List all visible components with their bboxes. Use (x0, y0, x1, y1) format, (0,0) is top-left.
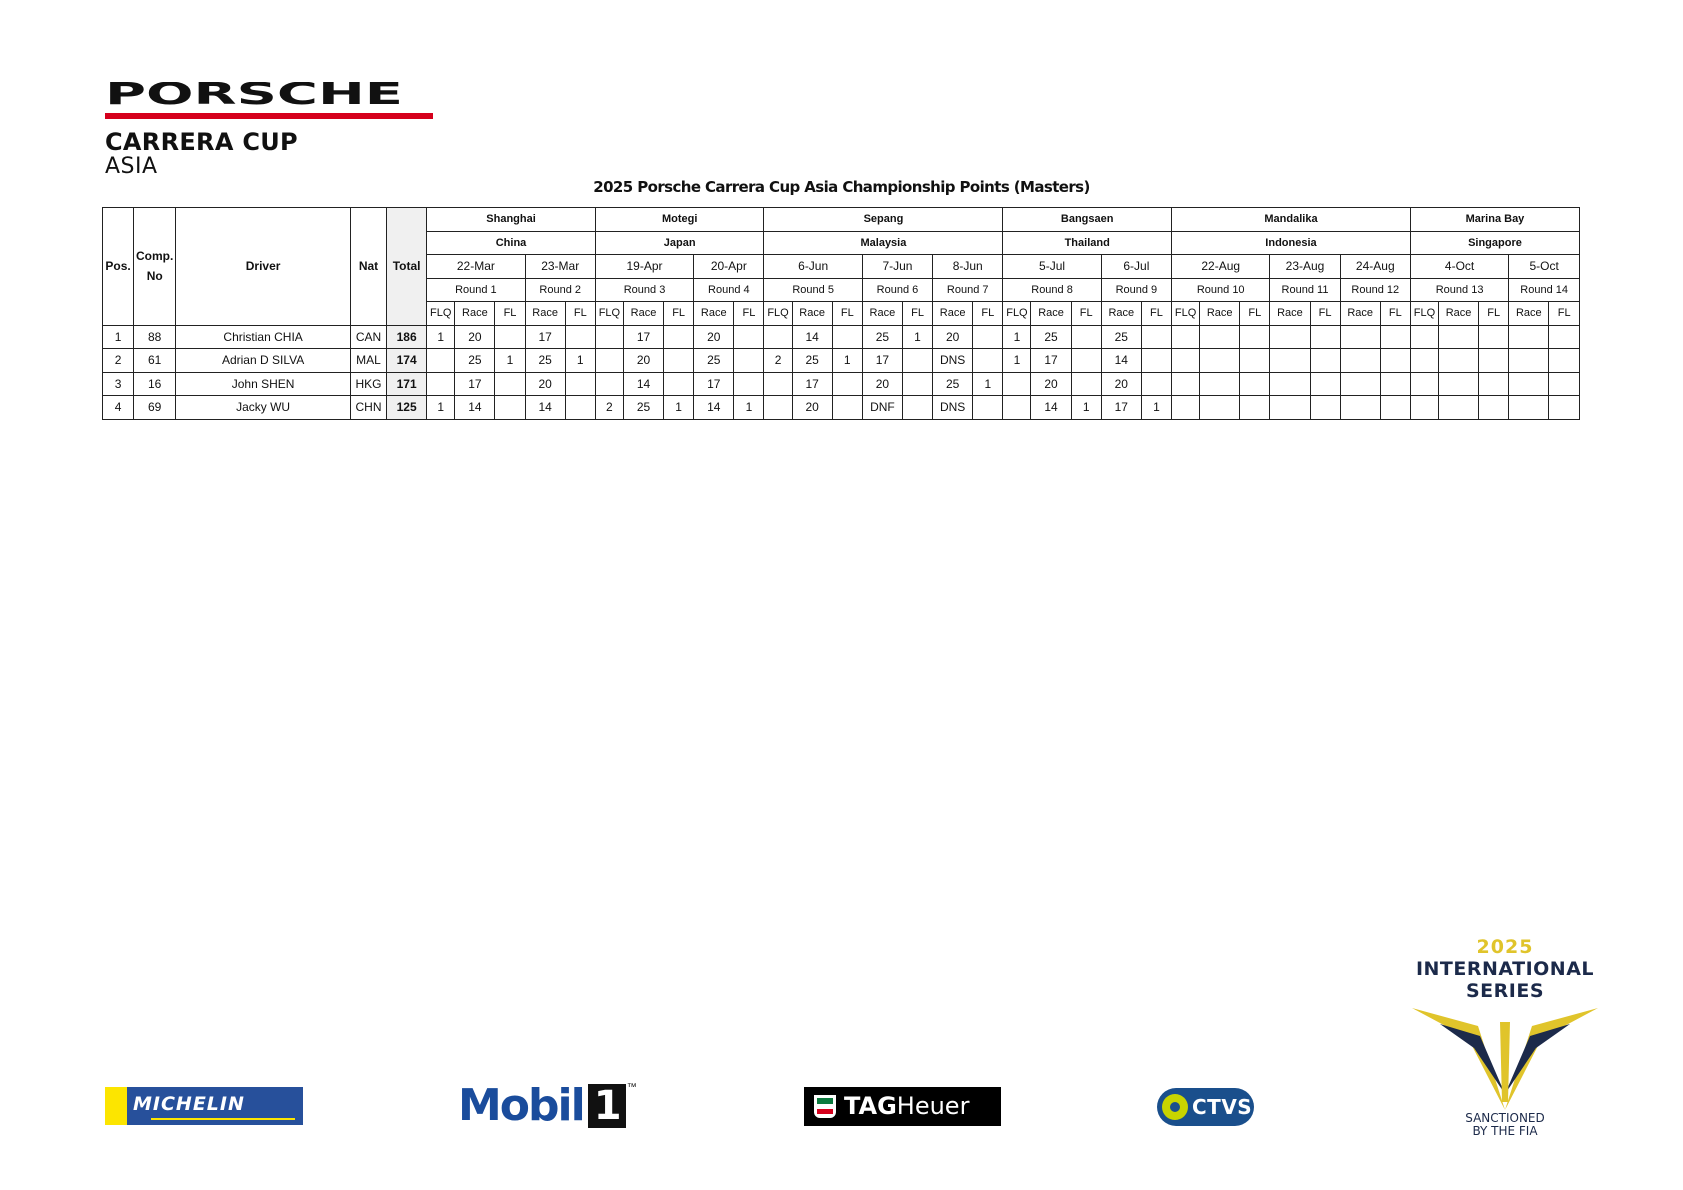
points-cell-fl (1549, 349, 1580, 373)
points-cell-fl (1071, 372, 1101, 396)
column-fl: FL (495, 302, 525, 326)
event-circuit: Sepang (764, 208, 1003, 232)
points-cell-race: 20 (455, 325, 495, 349)
header-row-circuits (103, 208, 1580, 232)
mobil-one: 1 (588, 1084, 626, 1128)
points-cell-race (1439, 396, 1479, 420)
series-name: CARRERA CUP (105, 128, 298, 156)
points-cell-flq (1410, 396, 1438, 420)
points-cell-race: 14 (623, 372, 663, 396)
points-cell-race: 14 (455, 396, 495, 420)
points-cell-fl (1240, 372, 1270, 396)
points-cell-race (1340, 349, 1380, 373)
points-cell-fl (1479, 372, 1509, 396)
event-circuit: Shanghai (427, 208, 596, 232)
event-circuit: Motegi (595, 208, 764, 232)
points-cell-flq (595, 349, 623, 373)
points-cell-fl (973, 325, 1003, 349)
points-cell-race: 20 (525, 372, 565, 396)
points-cell-race (1509, 396, 1549, 420)
points-cell-race: 20 (862, 372, 902, 396)
column-race: Race (1101, 302, 1141, 326)
column-race: Race (1439, 302, 1479, 326)
points-cell-flq: 2 (764, 349, 792, 373)
points-cell-flq (764, 325, 792, 349)
points-cell-race: 20 (623, 349, 663, 373)
document-title: 2025 Porsche Carrera Cup Asia Championship Points (Masters) (593, 178, 1090, 196)
points-cell-fl (664, 372, 694, 396)
round-label: Round 11 (1270, 278, 1340, 302)
event-date: 6-Jun (764, 255, 862, 279)
round-label: Round 14 (1509, 278, 1580, 302)
driver-cell: Jacky WU (176, 396, 351, 420)
event-date: 7-Jun (862, 255, 932, 279)
points-cell-race (1270, 396, 1310, 420)
header-total: Total (387, 208, 427, 326)
column-race: Race (623, 302, 663, 326)
event-country: China (427, 231, 596, 255)
points-cell-flq (595, 372, 623, 396)
event-date: 5-Oct (1509, 255, 1580, 279)
points-cell-fl (495, 372, 525, 396)
nat-cell: HKG (350, 372, 386, 396)
points-cell-race (1439, 372, 1479, 396)
event-date: 23-Aug (1270, 255, 1340, 279)
column-fl: FL (1240, 302, 1270, 326)
points-cell-fl (902, 372, 932, 396)
table-row (103, 325, 1580, 349)
table-row (103, 349, 1580, 373)
points-cell-race: 17 (862, 349, 902, 373)
brand-logo (105, 82, 433, 179)
points-cell-fl (1549, 396, 1580, 420)
total-cell: 171 (387, 372, 427, 396)
points-cell-flq (427, 372, 455, 396)
points-cell-fl: 1 (973, 372, 1003, 396)
nat-cell: MAL (350, 349, 386, 373)
round-label: Round 1 (427, 278, 525, 302)
round-label: Round 8 (1003, 278, 1101, 302)
total-cell: 174 (387, 349, 427, 373)
points-cell-race: 25 (1101, 325, 1141, 349)
ctvs-logo: CTVS (1157, 1088, 1254, 1126)
series-region: ASIA (105, 154, 158, 179)
comp-no-cell: 69 (134, 396, 176, 420)
round-label: Round 6 (862, 278, 932, 302)
points-cell-race: DNS (933, 349, 973, 373)
points-cell-race: 25 (1031, 325, 1071, 349)
points-cell-flq (1172, 349, 1200, 373)
points-cell-flq (595, 325, 623, 349)
points-cell-flq: 1 (427, 396, 455, 420)
points-cell-fl (1240, 325, 1270, 349)
points-cell-fl (832, 372, 862, 396)
round-label: Round 9 (1101, 278, 1171, 302)
points-cell-fl (1380, 349, 1410, 373)
column-race: Race (525, 302, 565, 326)
driver-cell: Adrian D SILVA (176, 349, 351, 373)
column-fl: FL (1380, 302, 1410, 326)
column-fl: FL (1071, 302, 1101, 326)
points-cell-fl: 1 (565, 349, 595, 373)
porsche-wordmark-svg (105, 82, 405, 106)
driver-cell: Christian CHIA (176, 325, 351, 349)
points-cell-fl (1479, 396, 1509, 420)
points-cell-race: 17 (792, 372, 832, 396)
points-cell-fl (1071, 349, 1101, 373)
column-flq: FLQ (595, 302, 623, 326)
round-label: Round 3 (595, 278, 693, 302)
points-cell-fl: 1 (664, 396, 694, 420)
position-cell: 1 (103, 325, 134, 349)
points-cell-fl (1380, 325, 1410, 349)
column-fl: FL (1310, 302, 1340, 326)
points-cell-race (1439, 325, 1479, 349)
position-cell: 4 (103, 396, 134, 420)
header-pos: Pos. (103, 208, 134, 326)
points-cell-fl (1071, 325, 1101, 349)
column-fl: FL (832, 302, 862, 326)
points-cell-fl (664, 325, 694, 349)
porsche-wordmark (105, 82, 433, 106)
points-cell-race: 25 (455, 349, 495, 373)
points-cell-fl (1240, 349, 1270, 373)
points-cell-fl (902, 396, 932, 420)
round-label: Round 10 (1172, 278, 1270, 302)
points-cell-race: 17 (455, 372, 495, 396)
column-flq: FLQ (1172, 302, 1200, 326)
ctvs-ring-icon (1162, 1094, 1188, 1120)
points-cell-fl (832, 396, 862, 420)
column-race: Race (1031, 302, 1071, 326)
column-race: Race (1509, 302, 1549, 326)
points-cell-flq: 1 (1003, 349, 1031, 373)
event-date: 23-Mar (525, 255, 595, 279)
column-race: Race (694, 302, 734, 326)
points-cell-fl (1141, 325, 1171, 349)
points-cell-fl (565, 372, 595, 396)
points-cell-race: 25 (694, 349, 734, 373)
points-cell-fl (1479, 325, 1509, 349)
points-cell-fl (734, 325, 764, 349)
points-cell-race: 17 (525, 325, 565, 349)
points-cell-race (1270, 372, 1310, 396)
points-cell-fl: 1 (1071, 396, 1101, 420)
round-label: Round 12 (1340, 278, 1410, 302)
event-country: Singapore (1410, 231, 1579, 255)
standings-table (102, 207, 1580, 420)
event-date: 8-Jun (933, 255, 1003, 279)
column-race: Race (455, 302, 495, 326)
table-row (103, 396, 1580, 420)
points-cell-race (1340, 372, 1380, 396)
points-cell-race: 17 (1031, 349, 1071, 373)
points-cell-flq (1410, 372, 1438, 396)
points-cell-race: 25 (933, 372, 973, 396)
points-cell-race (1270, 349, 1310, 373)
points-cell-race (1200, 396, 1240, 420)
points-cell-race (1340, 325, 1380, 349)
round-label: Round 7 (933, 278, 1003, 302)
points-cell-fl: 1 (734, 396, 764, 420)
michelin-logo: MICHELIN (105, 1087, 303, 1125)
event-date: 22-Mar (427, 255, 525, 279)
michelin-man-icon (105, 1087, 127, 1125)
points-cell-flq (1003, 372, 1031, 396)
points-cell-fl (1310, 396, 1340, 420)
points-cell-fl (734, 372, 764, 396)
position-cell: 3 (103, 372, 134, 396)
points-cell-race (1439, 349, 1479, 373)
event-date: 20-Apr (694, 255, 764, 279)
points-cell-race: 20 (694, 325, 734, 349)
points-cell-race: 20 (1031, 372, 1071, 396)
points-cell-race: 14 (694, 396, 734, 420)
comp-no-cell: 88 (134, 325, 176, 349)
points-cell-flq (1410, 349, 1438, 373)
points-cell-fl (495, 396, 525, 420)
column-flq: FLQ (1410, 302, 1438, 326)
comp-no-cell: 16 (134, 372, 176, 396)
event-date: 22-Aug (1172, 255, 1270, 279)
table-row (103, 372, 1580, 396)
column-race: Race (1270, 302, 1310, 326)
points-cell-flq (1172, 325, 1200, 349)
points-cell-fl (565, 325, 595, 349)
event-circuit: Mandalika (1172, 208, 1411, 232)
event-date: 4-Oct (1410, 255, 1508, 279)
total-cell: 125 (387, 396, 427, 420)
points-cell-flq (1172, 372, 1200, 396)
points-cell-race (1270, 325, 1310, 349)
column-race: Race (792, 302, 832, 326)
points-cell-flq (764, 396, 792, 420)
points-cell-fl (1141, 349, 1171, 373)
header-comp-no: Comp. No (134, 208, 176, 326)
column-fl: FL (973, 302, 1003, 326)
round-label: Round 2 (525, 278, 595, 302)
points-cell-race: DNF (862, 396, 902, 420)
mobil1-logo: Mobil 1 ™ (458, 1080, 637, 1131)
event-date: 5-Jul (1003, 255, 1101, 279)
points-cell-race: 20 (792, 396, 832, 420)
event-country: Malaysia (764, 231, 1003, 255)
points-cell-fl (902, 349, 932, 373)
header-nat: Nat (350, 208, 386, 326)
column-fl: FL (664, 302, 694, 326)
points-cell-fl (1380, 396, 1410, 420)
points-cell-race (1200, 372, 1240, 396)
column-race: Race (862, 302, 902, 326)
points-cell-race: 17 (1101, 396, 1141, 420)
column-race: Race (933, 302, 973, 326)
column-fl: FL (1141, 302, 1171, 326)
points-cell-race: 17 (694, 372, 734, 396)
event-country: Indonesia (1172, 231, 1411, 255)
points-cell-race (1200, 349, 1240, 373)
nat-cell: CAN (350, 325, 386, 349)
event-circuit: Marina Bay (1410, 208, 1579, 232)
points-cell-fl (495, 325, 525, 349)
points-cell-flq: 2 (595, 396, 623, 420)
round-label: Round 13 (1410, 278, 1508, 302)
points-cell-fl (973, 349, 1003, 373)
fia-star-icon (1410, 1002, 1600, 1112)
driver-cell: John SHEN (176, 372, 351, 396)
points-cell-fl: 1 (832, 349, 862, 373)
points-cell-race (1509, 325, 1549, 349)
column-fl: FL (734, 302, 764, 326)
nat-cell: CHN (350, 396, 386, 420)
points-cell-race (1509, 372, 1549, 396)
points-cell-fl: 1 (1141, 396, 1171, 420)
column-flq: FLQ (1003, 302, 1031, 326)
brand-red-bar (105, 113, 433, 119)
column-fl: FL (1479, 302, 1509, 326)
points-cell-race: 25 (862, 325, 902, 349)
points-cell-race: 20 (1101, 372, 1141, 396)
column-race: Race (1340, 302, 1380, 326)
points-cell-fl (1310, 349, 1340, 373)
points-cell-fl (664, 349, 694, 373)
points-cell-race: 14 (525, 396, 565, 420)
position-cell: 2 (103, 349, 134, 373)
column-fl: FL (1549, 302, 1580, 326)
points-cell-race: 14 (1101, 349, 1141, 373)
points-cell-race: 17 (623, 325, 663, 349)
points-cell-race: 25 (792, 349, 832, 373)
points-cell-fl (734, 349, 764, 373)
column-fl: FL (565, 302, 595, 326)
points-cell-flq: 1 (427, 325, 455, 349)
points-cell-fl (973, 396, 1003, 420)
column-flq: FLQ (427, 302, 455, 326)
points-cell-flq (1410, 325, 1438, 349)
column-flq: FLQ (764, 302, 792, 326)
column-race: Race (1200, 302, 1240, 326)
points-cell-fl (1141, 372, 1171, 396)
column-fl: FL (902, 302, 932, 326)
comp-no-cell: 61 (134, 349, 176, 373)
mobil-word: Mobil (458, 1080, 584, 1131)
points-cell-fl (565, 396, 595, 420)
event-date: 6-Jul (1101, 255, 1171, 279)
points-cell-fl (1549, 372, 1580, 396)
points-cell-fl (832, 325, 862, 349)
points-cell-flq (427, 349, 455, 373)
points-cell-fl (1549, 325, 1580, 349)
tag-heuer-logo: TAGHeuer (804, 1087, 1001, 1126)
points-cell-race (1340, 396, 1380, 420)
header-driver: Driver (176, 208, 351, 326)
points-cell-race: 20 (933, 325, 973, 349)
points-cell-flq (764, 372, 792, 396)
points-cell-flq (1003, 396, 1031, 420)
points-cell-race: 14 (792, 325, 832, 349)
total-cell: 186 (387, 325, 427, 349)
international-series-logo: 2025 INTERNATIONAL SERIES SANCTIONED BY THE FIA (1409, 936, 1601, 1136)
points-cell-fl: 1 (495, 349, 525, 373)
points-cell-race: 25 (525, 349, 565, 373)
points-cell-flq (1172, 396, 1200, 420)
svg-text:PORSCHE: PORSCHE (105, 82, 403, 106)
points-cell-race: 25 (623, 396, 663, 420)
round-label: Round 5 (764, 278, 862, 302)
tag-shield-icon (814, 1095, 836, 1118)
event-date: 19-Apr (595, 255, 693, 279)
points-cell-fl (1310, 325, 1340, 349)
points-cell-race (1509, 349, 1549, 373)
points-cell-race: DNS (933, 396, 973, 420)
points-cell-race (1200, 325, 1240, 349)
points-cell-fl: 1 (902, 325, 932, 349)
points-cell-fl (1310, 372, 1340, 396)
round-label: Round 4 (694, 278, 764, 302)
points-cell-fl (1380, 372, 1410, 396)
points-cell-fl (1479, 349, 1509, 373)
event-country: Thailand (1003, 231, 1172, 255)
points-cell-race: 14 (1031, 396, 1071, 420)
points-cell-flq: 1 (1003, 325, 1031, 349)
points-cell-fl (1240, 396, 1270, 420)
event-circuit: Bangsaen (1003, 208, 1172, 232)
event-country: Japan (595, 231, 764, 255)
event-date: 24-Aug (1340, 255, 1410, 279)
